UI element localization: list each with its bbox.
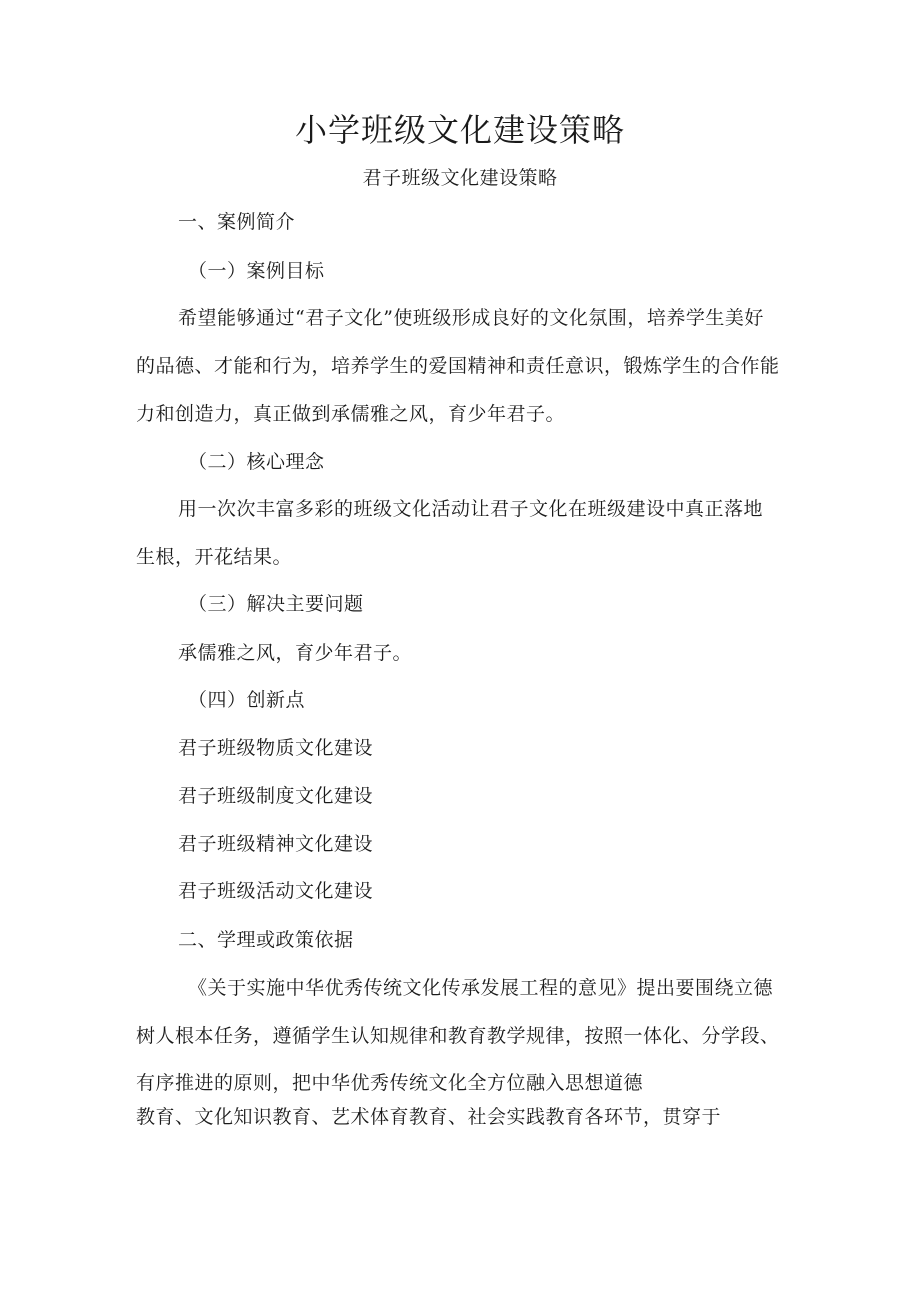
paragraph-line: 树人根本任务，遵循学生认知规律和教育教学规律，按照一体化、分学段、 [136, 1025, 780, 1047]
list-item: 君子班级制度文化建设 [178, 785, 374, 807]
list-item: 君子班级活动文化建设 [178, 880, 374, 902]
heading-main-problem: （三）解决主要问题 [188, 593, 364, 615]
heading-innovation: （四）创新点 [188, 689, 306, 711]
paragraph-line: 《关于实施中华优秀传统文化传承发展工程的意见》提出要围绕立德 [188, 977, 774, 999]
list-item: 君子班级物质文化建设 [178, 737, 374, 759]
paragraph-line: 力和创造力，真正做到承儒雅之风，育少年君子。 [136, 403, 566, 425]
document-subtitle: 君子班级文化建设策略 [362, 167, 558, 189]
paragraph-line: 的品德、才能和行为，培养学生的爱国精神和责任意识，锻炼学生的合作能 [136, 355, 780, 377]
heading-section-2: 二、学理或政策依据 [178, 929, 354, 951]
paragraph-line: 用一次次丰富多彩的班级文化活动让君子文化在班级建设中真正落地 [178, 498, 764, 520]
heading-core-concept: （二）核心理念 [188, 451, 325, 473]
paragraph-line: 教育、文化知识教育、艺术体育教育、社会实践教育各环节，贯穿于 [136, 1106, 722, 1128]
heading-case-goal: （一）案例目标 [188, 260, 325, 282]
heading-section-1: 一、案例简介 [178, 211, 296, 233]
list-item: 君子班级精神文化建设 [178, 833, 374, 855]
document-title: 小学班级文化建设策略 [294, 111, 625, 149]
paragraph-line: 有序推进的原则，把中华优秀传统文化全方位融入思想道德 [136, 1072, 644, 1094]
paragraph-line: 承儒雅之风，育少年君子。 [178, 642, 413, 664]
paragraph-line: 生根，开花结果。 [136, 546, 293, 568]
paragraph-line: 希望能够通过“君子文化”使班级形成良好的文化氛围，培养学生美好 [178, 307, 764, 329]
